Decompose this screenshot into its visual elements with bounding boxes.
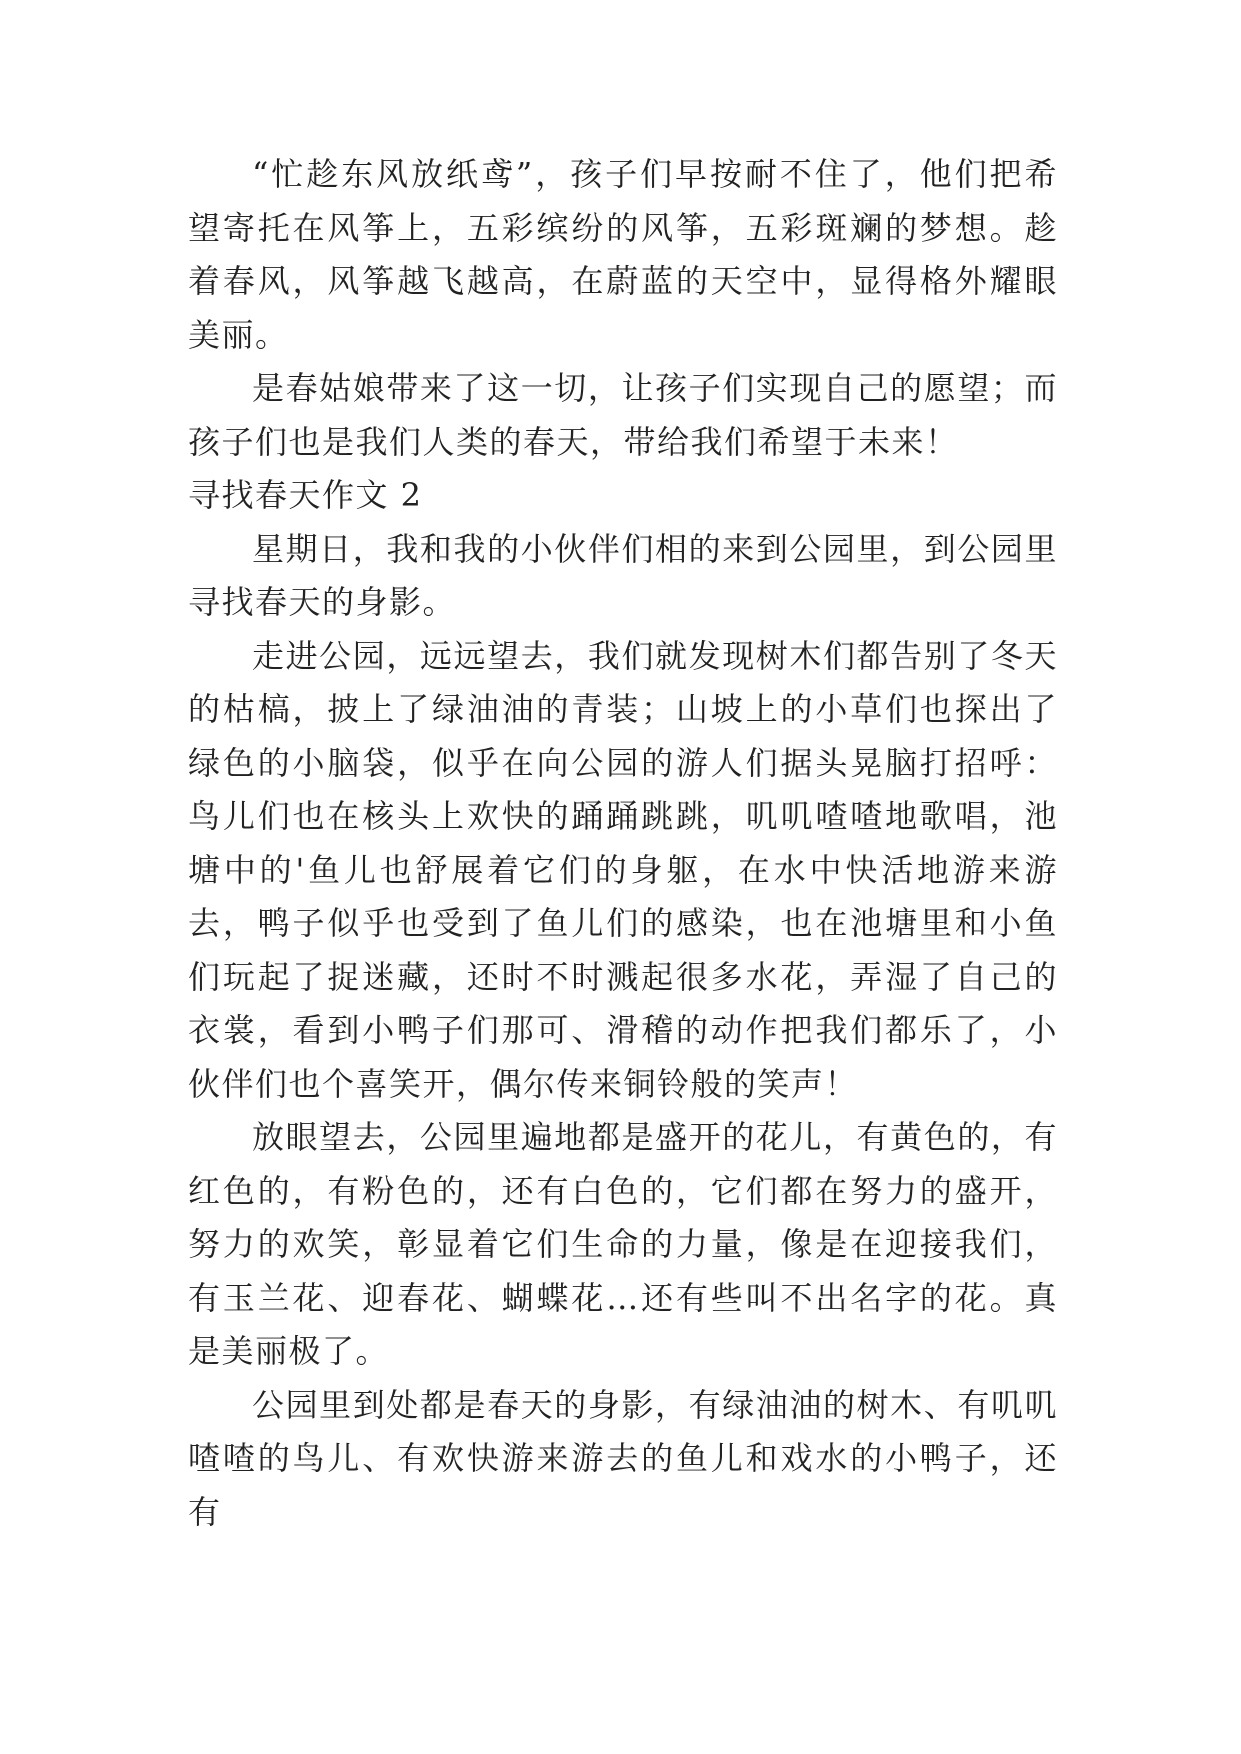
paragraph-kite: “忙趁东风放纸鸢”，孩子们早按耐不住了，他们把希望寄托在风筝上，五彩缤纷的风筝，五彩斑斓的梦想。趁着春风，风筝越飞越高，在蔚蓝的天空中，显得格外耀眼美丽。	[188, 155, 1058, 354]
document-body	[188, 148, 1058, 1539]
paragraph-spring-girl: 是春姑娘带来了这一切，让孩子们实现自己的愿望；而孩子们也是我们人类的春天，带给我们希望于未来！	[188, 369, 1058, 461]
section-title: 寻找春天作文 2	[188, 476, 423, 514]
paragraph-flowers: 放眼望去，公园里遍地都是盛开的花儿，有黄色的，有红色的，有粉色的，还有白色的，它们都在努力的盛开，努力的欢笑，彰显着它们生命的力量，像是在迎接我们，有玉兰花、迎春花、蝴蝶花…还有些叫不出名字的花。真是美丽极了。	[188, 1118, 1058, 1370]
paragraph-park-spring: 公园里到处都是春天的身影，有绿油油的树木、有叽叽喳喳的鸟儿、有欢快游来游去的鱼儿和戏水的小鸭子，还有	[188, 1385, 1058, 1531]
paragraph-sunday: 星期日，我和我的小伙伴们相的来到公园里，到公园里寻找春天的身影。	[188, 529, 1058, 621]
paragraph-park-entry: 走进公园，远远望去，我们就发现树木们都告别了冬天的枯槁，披上了绿油油的青装；山坡上的小草们也探出了绿色的小脑袋，似乎在向公园的游人们据头晃脑打招呼：鸟儿们也在核头上欢快的踊踊跳跳，叽叽喳喳地歌唱，池塘中的'鱼儿也舒展着它们的身躯，在水中快活地游来游去，鸭子似乎也受到了鱼儿们的感染，也在池塘里和小鱼们玩起了捉迷藏，还时不时溅起很多水花，弄湿了自己的衣裳，看到小鸭子们那可、滑稽的动作把我们都乐了，小伙伴们也个喜笑开，偶尔传来铜铃般的笑声！	[188, 636, 1058, 1103]
